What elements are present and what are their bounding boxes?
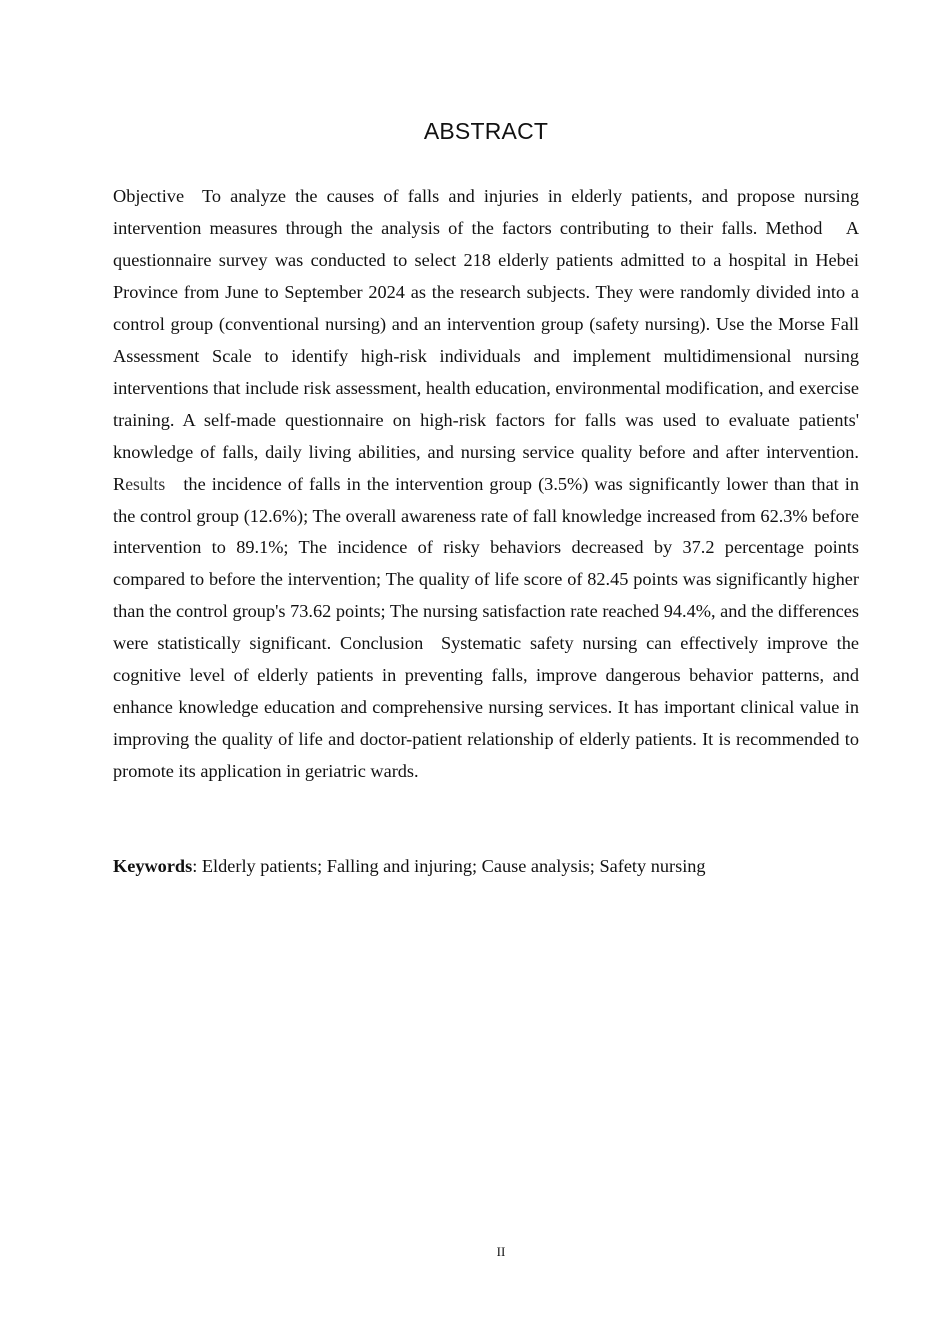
objective-text: To analyze the causes of falls and injuries in elderly patients, and propose nursing intervention measures through the analysis of the factors contributing to their falls.: [113, 186, 860, 238]
abstract-body: [113, 181, 859, 788]
results-label: [113, 474, 165, 494]
results-text: the incidence of falls in the intervention group (3.5%) was significantly lower than that in the control group (12.6%); The overall awareness rate of fall knowledge increased from 62.3% before intervention to 89.1%; The incidence of risky behaviors decreased by 37.2 percentage points compared to before the intervention; The quality of life score of 82.45 points was significantly higher than the control group's 73.62 points; The nursing satisfaction rate reached 94.4%, and the differences were statistically significant.: [113, 473, 859, 654]
conclusion-text: Systematic safety nursing can effectively improve the cognitive level of elderly patients in preventing falls, improve dangerous behavior patterns, and enhance knowledge education and comprehensive nursing services. It has important clinical value in improving the quality of life and doctor-patient relationship of elderly patients. It is recommended to promote its application in geriatric wards.: [113, 633, 860, 782]
results-label-rest: esults: [125, 473, 166, 494]
keywords-line: [113, 851, 859, 883]
keywords-text: Elderly patients; Falling and injuring; Cause analysis; Safety nursing: [201, 856, 706, 876]
method-text: A questionnaire survey was conducted to select 218 elderly patients admitted to a hospital in Hebei Province from June to September 2024 as the research subjects. They were randomly divided into a control group (conventional nursing) and an intervention group (safety nursing). Use the Morse Fall Assessment Scale to identify high-risk individuals and implement multidimensional nursing interventions that include risk assessment, health education, environmental modification, and exercise training. A self-made questionnaire on high-risk factors for falls was used to evaluate patients' knowledge of falls, daily living abilities, and nursing service quality before and after intervention.: [113, 217, 860, 462]
results-label-initial: R: [113, 473, 126, 494]
objective-label: Objective: [113, 186, 185, 206]
page-number: II: [496, 1244, 506, 1259]
method-label: Method: [765, 217, 823, 238]
keywords-label: Keywords: [113, 856, 193, 876]
page-title: ABSTRACT: [423, 118, 549, 144]
keywords-separator: :: [192, 856, 198, 876]
conclusion-label: Conclusion: [340, 633, 424, 654]
